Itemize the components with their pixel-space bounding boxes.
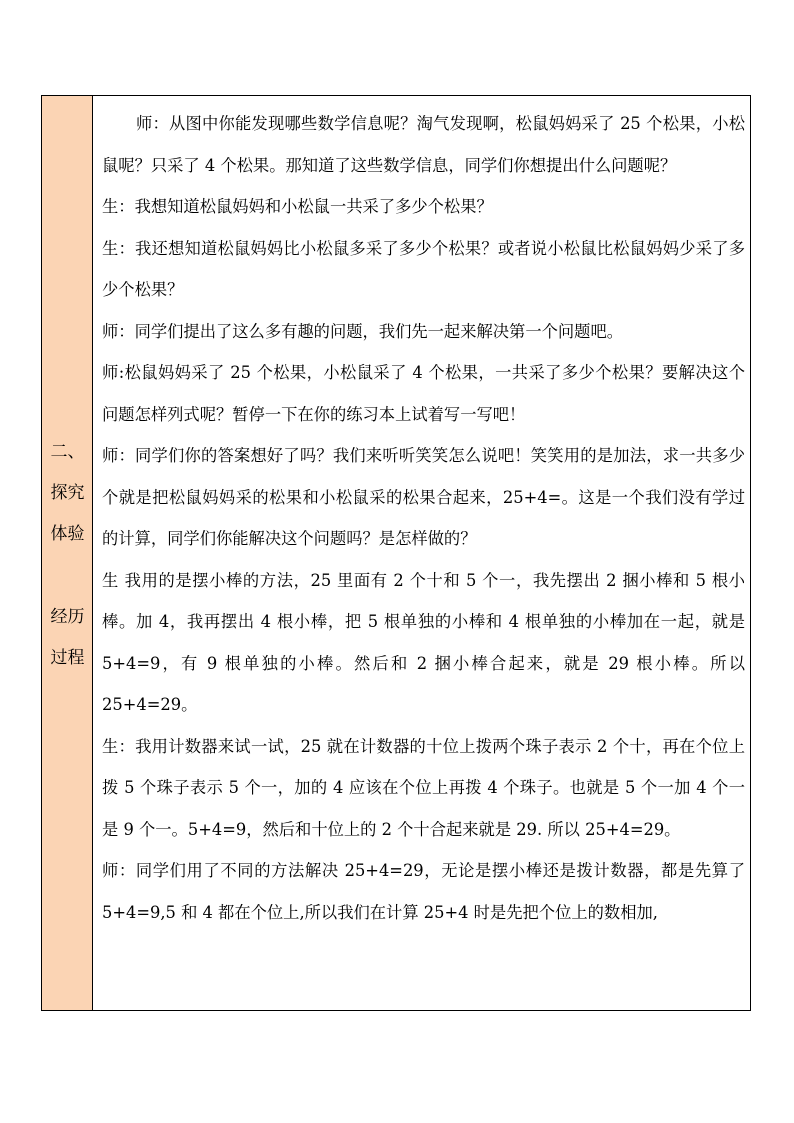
section-label-cell (42, 96, 93, 1010)
paragraph-student-abacus: 生：我用计数器来试一试，25 就在计数器的十位上拨两个珠子表示 2 个十，再在个位上拨 5 个珠子表示 5 个一，加的 4 应该在个位上再拨 4 个珠子。也就是 5 个一加 4 个一是 9 个一。5+4=9，然后和十位上的 2 个十合起来就是 29. 所以 25+4=29。 (102, 736, 745, 839)
paragraph-student-sticks: 生 我用的是摆小棒的方法，25 里面有 2 个十和 5 个一，我先摆出 2 捆小棒和 5 根小棒。加 4，我再摆出 4 根小棒，把 5 根单独的小棒和 4 根单独的小棒加在一起，就是 5+4=9，有 9 根单独的小棒。然后和 2 捆小棒合起来，就是 29 根小棒。所以 25+4=29。 (102, 570, 745, 714)
paragraph-teacher-problem: 师:松鼠妈妈采了 25 个松果，小松鼠采了 4 个松果，一共采了多少个松果？要解决这个问题怎样列式呢？暂停一下在你的练习本上试着写一写吧！ (102, 363, 745, 424)
paragraph-teacher-transition: 师：同学们提出了这么多有趣的问题，我们先一起来解决第一个问题吧。 (102, 321, 624, 341)
paragraph-student-question-2: 生：我还想知道松鼠妈妈比小松鼠多采了多少个松果？或者说小松鼠比松鼠妈妈少采了多少个松果？ (102, 238, 745, 299)
section-label-line-2: 体验 (50, 524, 85, 544)
section-label-line-4: 过程 (50, 648, 85, 668)
paragraph-teacher-intro: 师：从图中你能发现哪些数学信息呢？淘气发现啊，松鼠妈妈采了 25 个松果，小松鼠呢？只采了 4 个松果。那知道了这些数学信息，同学们你想提出什么问题呢？ (102, 114, 745, 175)
section-label-line-1: 探究 (50, 483, 85, 503)
dialogue-content (102, 103, 745, 933)
section-label-line-3: 经历 (50, 607, 85, 627)
section-number: 二、 (50, 442, 85, 462)
paragraph-teacher-summary: 师：同学们用了不同的方法解决 25+4=29，无论是摆小棒还是拨计数器，都是先算了 5+4=9,5 和 4 都在个位上,所以我们在计算 25+4 时是先把个位上的数相加, (102, 861, 745, 922)
paragraph-teacher-addition: 师：同学们你的答案想好了吗？我们来听听笑笑怎么说吧！笑笑用的是加法，求一共多少个就是把松鼠妈妈采的松果和小松鼠采的松果合起来，25+4=。这是一个我们没有学过的计算，同学们你能解决这个问题吗？是怎样做的？ (102, 446, 745, 548)
lesson-table (41, 95, 751, 1011)
paragraph-student-question-1: 生：我想知道松鼠妈妈和小松鼠一共采了多少个松果？ (102, 197, 493, 216)
